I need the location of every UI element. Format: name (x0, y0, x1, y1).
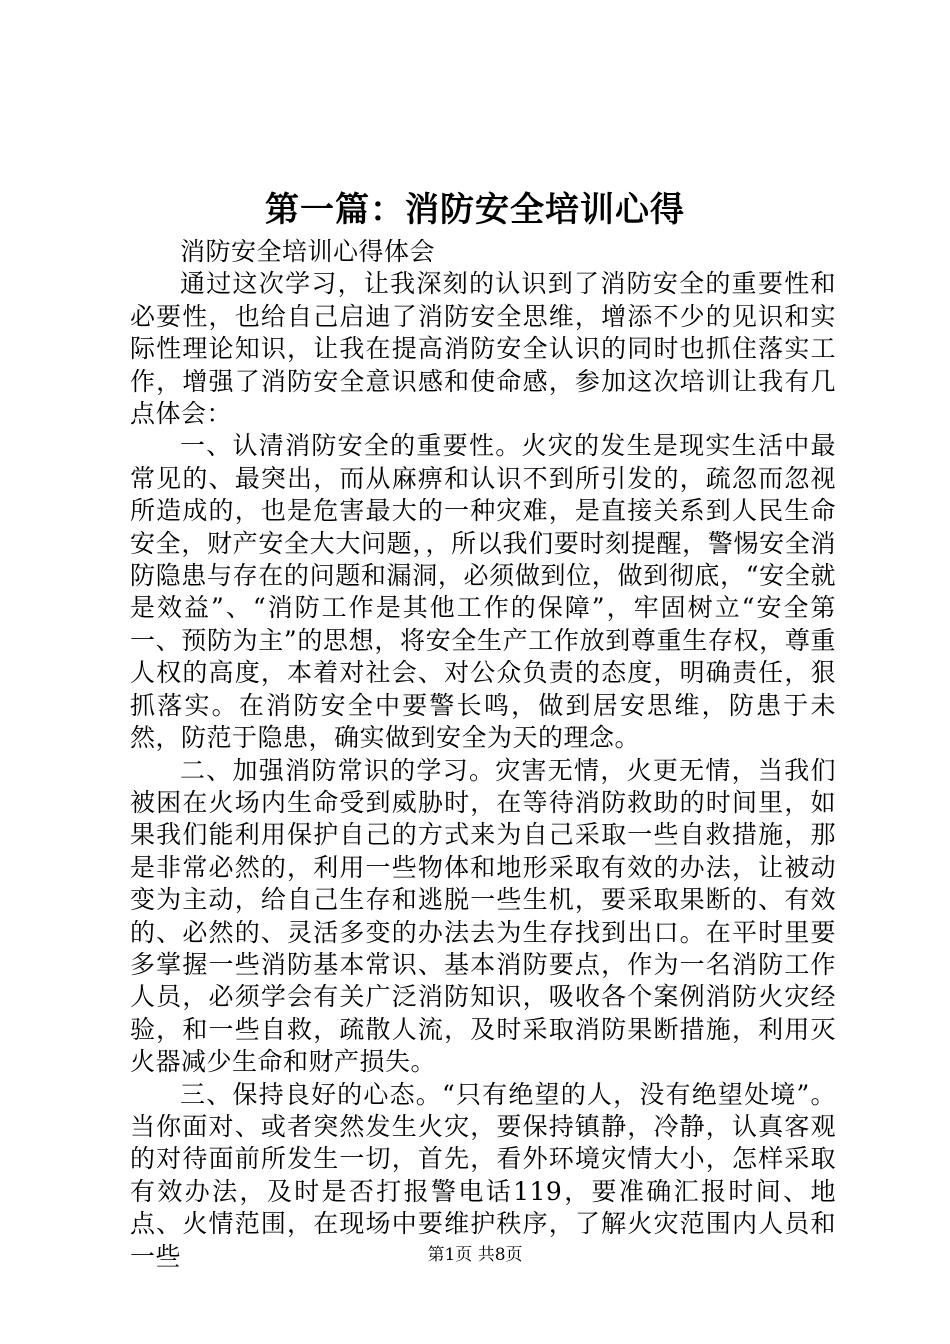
intro-paragraph: 通过这次学习，让我深刻的认识到了消防安全的重要性和必要性，也给自己启迪了消防安全思维，增添不少的见识和实际性理论知识，让我在提高消防安全认识的同时也抓住落实工作，增强了消防安全意识感和使命感，参加这次培训让我有几点体会： (130, 269, 836, 429)
section-one-paragraph: 一、认清消防安全的重要性。火灾的发生是现实生活中最常见的、最突出，而从麻痹和认识不到所引发的，疏忽而忽视所造成的，也是危害最大的一种灾难，是直接关系到人民生命安全，财产安全大大问题，，所以我们要时刻提醒，警惕安全消防隐患与存在的问题和漏洞，必须做到位，做到彻底，“安全就是效益”、“消防工作是其他工作的保障”，牢固树立“安全第一、预防为主”的思想，将安全生产工作放到尊重生存权，尊重人权的高度，本着对社会、对公众负责的态度，明确责任，狠抓落实。在消防安全中要警长鸣，做到居安思维，防患于未然，防范于隐患，确实做到安全为天的理念。 (130, 431, 836, 753)
document-title: 第一篇：消防安全培训心得 (265, 190, 685, 230)
document-body (130, 236, 836, 1273)
subtitle-paragraph: 消防安全培训心得体会 (180, 237, 436, 266)
page-number-footer: 第1页 共8页 (427, 1245, 523, 1265)
section-three-paragraph: 三、保持良好的心态。“只有绝望的人，没有绝望处境”。当你面对、或者突然发生火灾，要保持镇静，冷静，认真客观的对待面前所发生一切，首先，看外环境灾情大小，怎样采取有效办法，及时是否打报警电话119，要准确汇报时间、地点、火情范围，在现场中要维护秩序，了解火灾范围内人员和一些 (130, 1079, 836, 1271)
section-two-paragraph: 二、加强消防常识的学习。灾害无情，火更无情，当我们被困在火场内生命受到威胁时，在等待消防救助的时间里，如果我们能利用保护自己的方式来为自己采取一些自救措施，那是非常必然的，利用一些物体和地形采取有效的办法，让被动变为主动，给自己生存和逃脱一些生机，要采取果断的、有效的、必然的、灵活多变的办法去为生存找到出口。在平时里要多掌握一些消防基本常识、基本消防要点，作为一名消防工作人员，必须学会有关广泛消防知识，吸收各个案例消防火灾经验，和一些自救，疏散人流，及时采取消防果断措施，利用灭火器减少生命和财产损失。 (130, 755, 836, 1077)
